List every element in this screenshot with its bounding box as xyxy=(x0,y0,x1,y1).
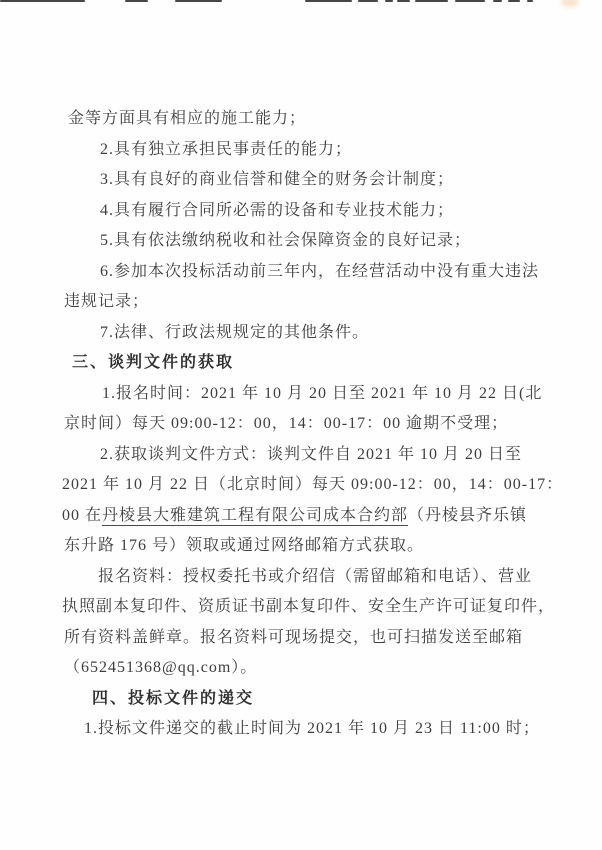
text-segment: 东升路 176 号）领取或通过网络邮箱方式获取。 xyxy=(64,537,425,554)
text-segment: 金等方面具有相应的施工能力； xyxy=(68,110,307,127)
scan-edge-segment xyxy=(358,0,378,2)
text-line xyxy=(62,623,544,654)
text-segment: 2.获取谈判文件方式：谈判文件自 2021 年 10 月 20 日至 xyxy=(100,445,523,463)
section-heading xyxy=(62,348,544,379)
scan-edge-segment xyxy=(385,0,393,2)
document-body xyxy=(62,104,564,745)
scan-edge-artifacts xyxy=(0,0,602,3)
text-line xyxy=(62,257,544,288)
text-line xyxy=(62,287,544,318)
scan-edge-segment xyxy=(175,0,222,2)
underlined-company-name: 丹棱县大雅建筑工程有限公司成本合约部 xyxy=(102,506,409,524)
text-line xyxy=(62,196,544,227)
text-segment: 京时间）每天 09:00-12：00，14：00-17：00 逾期不受理； xyxy=(64,415,509,432)
text-segment: 违规记录； xyxy=(64,293,150,310)
scan-edge-segment xyxy=(125,0,148,2)
text-segment: 00 在 xyxy=(62,506,103,524)
text-segment: 四、投标文件的递交 xyxy=(92,689,255,707)
text-segment: 3.具有良好的商业信誉和健全的财务会计制度； xyxy=(100,171,455,188)
text-segment: 报名资料：授权委托书或介绍信（需留邮箱和电话）、营业 xyxy=(98,567,533,585)
text-segment: 6.参加本次投标活动前三年内，在经营活动中没有重大违法 xyxy=(100,262,540,280)
scan-smudge-artifact xyxy=(561,0,579,7)
scan-edge-segment xyxy=(415,0,448,2)
text-line xyxy=(62,135,544,166)
text-line xyxy=(62,653,544,684)
text-line xyxy=(62,165,544,196)
scan-edge-segment xyxy=(305,0,352,2)
text-segment: 1.投标文件递交的截止时间为 2021 年 10 月 23 日 11:00 时； xyxy=(84,720,540,737)
text-segment: 5.具有依法缴纳税收和社会保障资金的良好记录； xyxy=(100,232,472,249)
text-line xyxy=(62,226,544,257)
text-line xyxy=(62,562,544,593)
text-line xyxy=(62,379,544,410)
scan-edge-segment xyxy=(397,0,410,2)
text-line xyxy=(62,592,556,623)
text-line xyxy=(62,318,544,349)
text-segment: 2021 年 10 月 22 日（北京时间）每天 09:00-12：00，14：00-17： xyxy=(62,476,564,493)
text-segment: 1.报名时间：2021 年 10 月 20 日至 2021 年 10 月 22 日(北 xyxy=(102,384,543,402)
scan-edge-segment xyxy=(527,0,533,2)
section-heading xyxy=(62,684,544,715)
text-segment: （丹棱县齐乐镇 xyxy=(408,506,528,524)
text-segment: 三、谈判文件的获取 xyxy=(72,354,235,371)
text-line xyxy=(62,501,544,532)
text-segment: 2.具有独立承担民事责任的能力； xyxy=(100,140,353,158)
text-line xyxy=(62,714,544,745)
text-segment: （652451368@qq.com）。 xyxy=(64,659,258,676)
text-line xyxy=(62,409,544,440)
scan-edge-segment xyxy=(455,0,485,2)
scan-edge-segment xyxy=(493,0,502,2)
text-segment: 7.法律、行政法规规定的其他条件。 xyxy=(100,323,370,341)
text-segment: 4.具有履行合同所必需的设备和专业技术能力； xyxy=(100,201,455,219)
text-line xyxy=(62,531,544,562)
text-segment: 所有资料盖鲜章。报名资料可现场提交，也可扫描发送至邮箱 xyxy=(64,628,524,646)
text-line xyxy=(62,104,544,135)
text-line xyxy=(62,470,564,501)
scan-edge-segment xyxy=(0,0,85,2)
text-segment: 执照副本复印件、资质证书副本复印件、安全生产许可证复印件， xyxy=(62,598,556,615)
scan-edge-segment xyxy=(508,0,520,2)
text-line xyxy=(62,440,544,471)
